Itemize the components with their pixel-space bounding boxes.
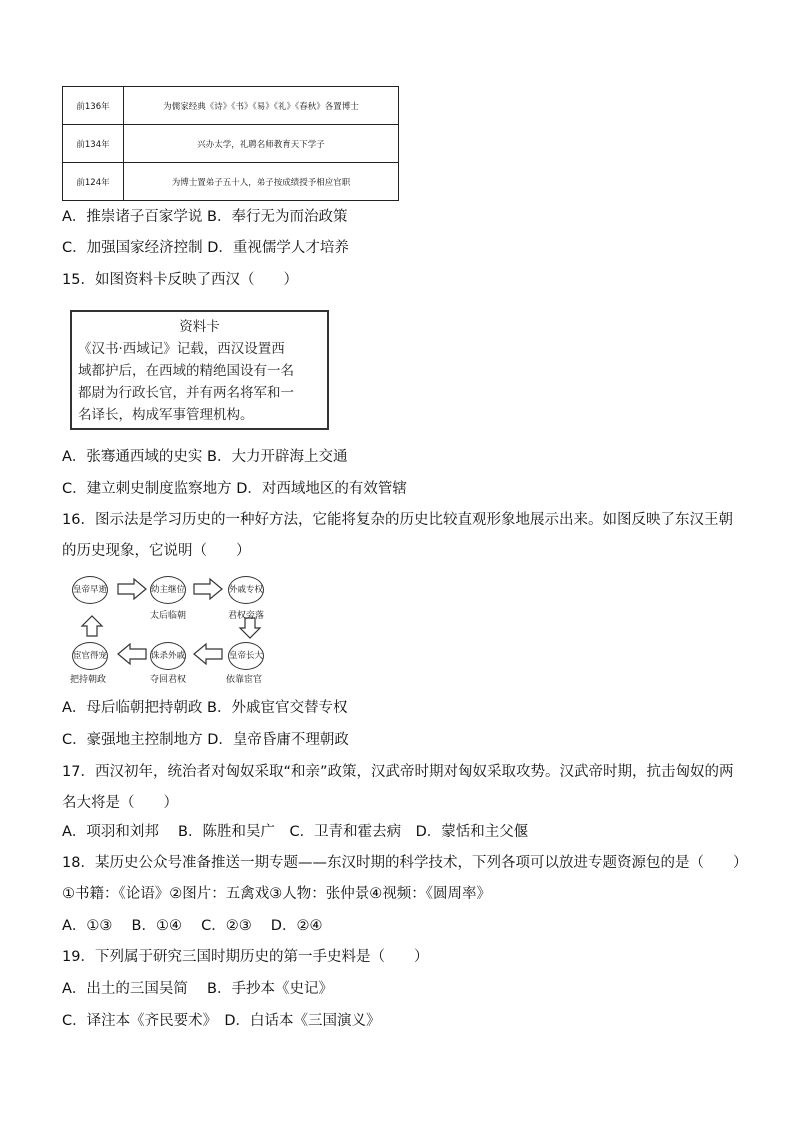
caption: 夺回君权: [150, 675, 187, 685]
q16-stem: 16．图示法是学习历史的一种好方法，它能将复杂的历史比较直观形象地展示出来。如图反映了东汉王朝的历史现象，它说明（ ）: [62, 512, 733, 559]
data-card-title: 资料卡: [179, 319, 220, 335]
data-card-line: 《汉书·西域记》记载，西汉设置西: [78, 341, 285, 357]
node-young-ruler: 幼主继位: [150, 576, 186, 604]
arrow-right-icon: [118, 579, 146, 599]
caption: 君权旁落: [228, 611, 265, 621]
q14-options-cd: C．加强国家经济控制 D．重视儒学人才培养: [62, 240, 349, 256]
q16-options-cd: C．豪强地主控制地方 D．皇帝昏庸不理朝政: [62, 732, 349, 748]
q17-options: A．项羽和刘邦 B．陈胜和吴广 C．卫青和霍去病 D．蒙恬和主父偃: [62, 824, 529, 840]
node-emperor-early-death: 皇帝早逝: [72, 576, 108, 604]
arrow-up-icon: [82, 616, 102, 636]
education-policy-table: [62, 86, 399, 201]
q19-options-ab: A．出土的三国吴简 B．手抄本《史记》: [62, 981, 333, 997]
data-card-line: 名译长，构成军事管理机构。: [78, 407, 254, 423]
arrow-left-icon: [118, 644, 146, 664]
table-cell-year: 前136年: [63, 87, 124, 125]
q15-stem: 15．如图资料卡反映了西汉（ ）: [62, 272, 298, 288]
arrow-down-icon: [240, 618, 260, 638]
caption: 太后临朝: [150, 611, 187, 621]
node-emperor-grown: 皇帝长大: [228, 642, 264, 670]
q17-stem: 17．西汉初年，统治者对匈奴采取“和亲”政策，汉武帝时期对匈奴采取攻势。汉武帝时期，抗击匈奴的两名大将是（ ）: [62, 764, 734, 811]
q14-options-ab: A．推崇诸子百家学说 B．奉行无为而治政策: [62, 209, 348, 225]
q18-stem: 18．某历史公众号准备推送一期专题——东汉时期的科学技术，下列各项可以放进专题资源包的是（ ）: [62, 855, 748, 871]
table-cell-event: 为儒家经典《诗》《书》《易》《礼》《春秋》各置博士: [124, 87, 399, 125]
table-row: [63, 163, 399, 201]
cycle-diagram: [62, 570, 302, 685]
q16-options-ab: A．母后临朝把持朝政 B．外戚宦官交替专权: [62, 700, 348, 716]
node-eunuch-favor: 宦官得宠: [72, 642, 108, 670]
table-cell-event: 为博士置弟子五十人，弟子按成绩授予相应官职: [124, 163, 399, 201]
arrow-right-icon: [194, 579, 222, 599]
data-card-line: 都尉为行政长官，并有两名将军和一: [78, 385, 294, 401]
node-kill-consorts: 诛杀外戚: [150, 642, 186, 670]
table-row: [63, 125, 399, 163]
data-card-line: 域都护后，在西域的精绝国设有一名: [78, 363, 294, 379]
table-cell-year: 前124年: [63, 163, 124, 201]
table-row: [63, 87, 399, 125]
q15-options-cd: C．建立刺史制度监察地方 D．对西域地区的有效管辖: [62, 481, 407, 497]
caption: 把持朝政: [70, 675, 107, 685]
q19-options-cd: C．译注本《齐民要术》 D．白话本《三国演义》: [62, 1013, 381, 1029]
q18-options: A．①③ B．①④ C．②③ D．②④: [62, 918, 323, 934]
caption: 依靠宦官: [226, 675, 263, 685]
q19-stem: 19．下列属于研究三国时期历史的第一手史料是（ ）: [62, 949, 429, 965]
arrow-left-icon: [194, 644, 222, 664]
table-cell-event: 兴办太学，礼聘名师教育天下学子: [124, 125, 399, 163]
table-cell-year: 前134年: [63, 125, 124, 163]
node-consort-clan: 外戚专权: [228, 576, 264, 604]
data-card: [70, 310, 329, 430]
q18-items: ①书籍：《论语》②图片：五禽戏③人物：张仲景④视频：《圆周率》: [62, 886, 491, 902]
q15-options-ab: A．张骞通西域的史实 B．大力开辟海上交通: [62, 449, 348, 465]
